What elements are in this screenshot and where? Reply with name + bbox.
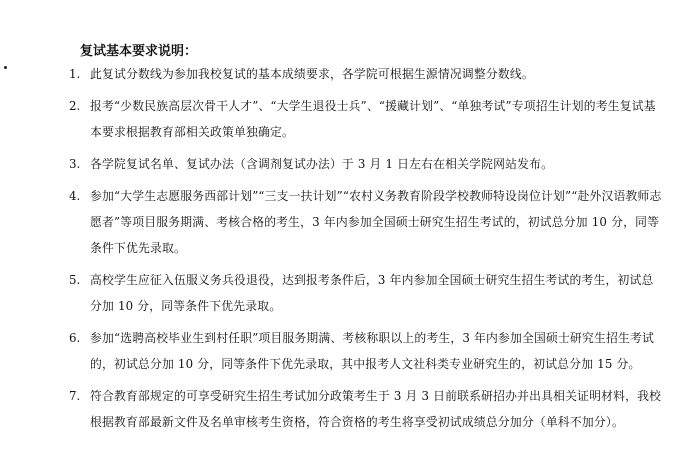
requirement-item-6 (62, 325, 662, 377)
requirement-text: 此复试分数线为参加我校复试的基本成绩要求，各学院可根据生源情况调整分数线。 (90, 67, 534, 81)
requirement-item-1 (62, 61, 662, 87)
requirement-item-4 (62, 183, 662, 261)
requirement-number: 4. (69, 189, 81, 203)
requirement-text: 参加“选聘高校毕业生到村任职”项目服务期满、考核称职以上的考生，3 年内参加全国硕士研究生招生考试的，初试总分加 10 分，同等条件下优先录取，其中报考人文社科类专业研究生的，初试总分加 15 分。 (90, 331, 654, 371)
requirement-text: 参加“大学生志愿服务西部计划”“三支一扶计划”“农村义务教育阶段学校教师特设岗位计划”“赴外汉语教师志愿者”等项目服务期满、考核合格的考生，3 年内参加全国硕士研究生招生考试的，初试总分加 10 分，同等条件下优先录取。 (90, 189, 662, 255)
requirement-text: 符合教育部规定的可享受研究生招生考试加分政策考生于 3 月 3 日前联系研招办并出具相关证明材料，我校根据教育部最新文件及名单审核考生资格，符合资格的考生将享受初试成绩总分加分（单科不加分）。 (90, 389, 662, 429)
requirement-text: 各学院复试名单、复试办法（含调剂复试办法）于 3 月 1 日左右在相关学院网站发布。 (90, 157, 554, 171)
document-title: 复试基本要求说明： (80, 44, 198, 59)
requirement-text: 高校学生应征入伍服义务兵役退役，达到报考条件后，3 年内参加全国硕士研究生招生考试的考生，初试总分加 10 分，同等条件下优先录取。 (90, 273, 654, 313)
requirement-item-7 (62, 383, 662, 435)
requirement-number: 6. (69, 331, 81, 345)
requirement-item-5 (62, 267, 662, 319)
requirement-item-3 (62, 151, 662, 177)
requirement-text: 报考“少数民族高层次骨干人才”、“大学生退役士兵”、“援藏计划”、“单独考试”专项招生计划的考生复试基本要求根据教育部相关政策单独确定。 (90, 99, 656, 139)
requirement-number: 1. (69, 67, 81, 81)
requirement-number: 2. (69, 99, 81, 113)
stray-dot-mark (4, 66, 7, 69)
requirement-number: 7. (69, 389, 81, 403)
requirement-item-2 (62, 93, 662, 145)
requirements-list (62, 61, 662, 441)
requirement-number: 5. (69, 273, 81, 287)
requirement-number: 3. (69, 157, 81, 171)
